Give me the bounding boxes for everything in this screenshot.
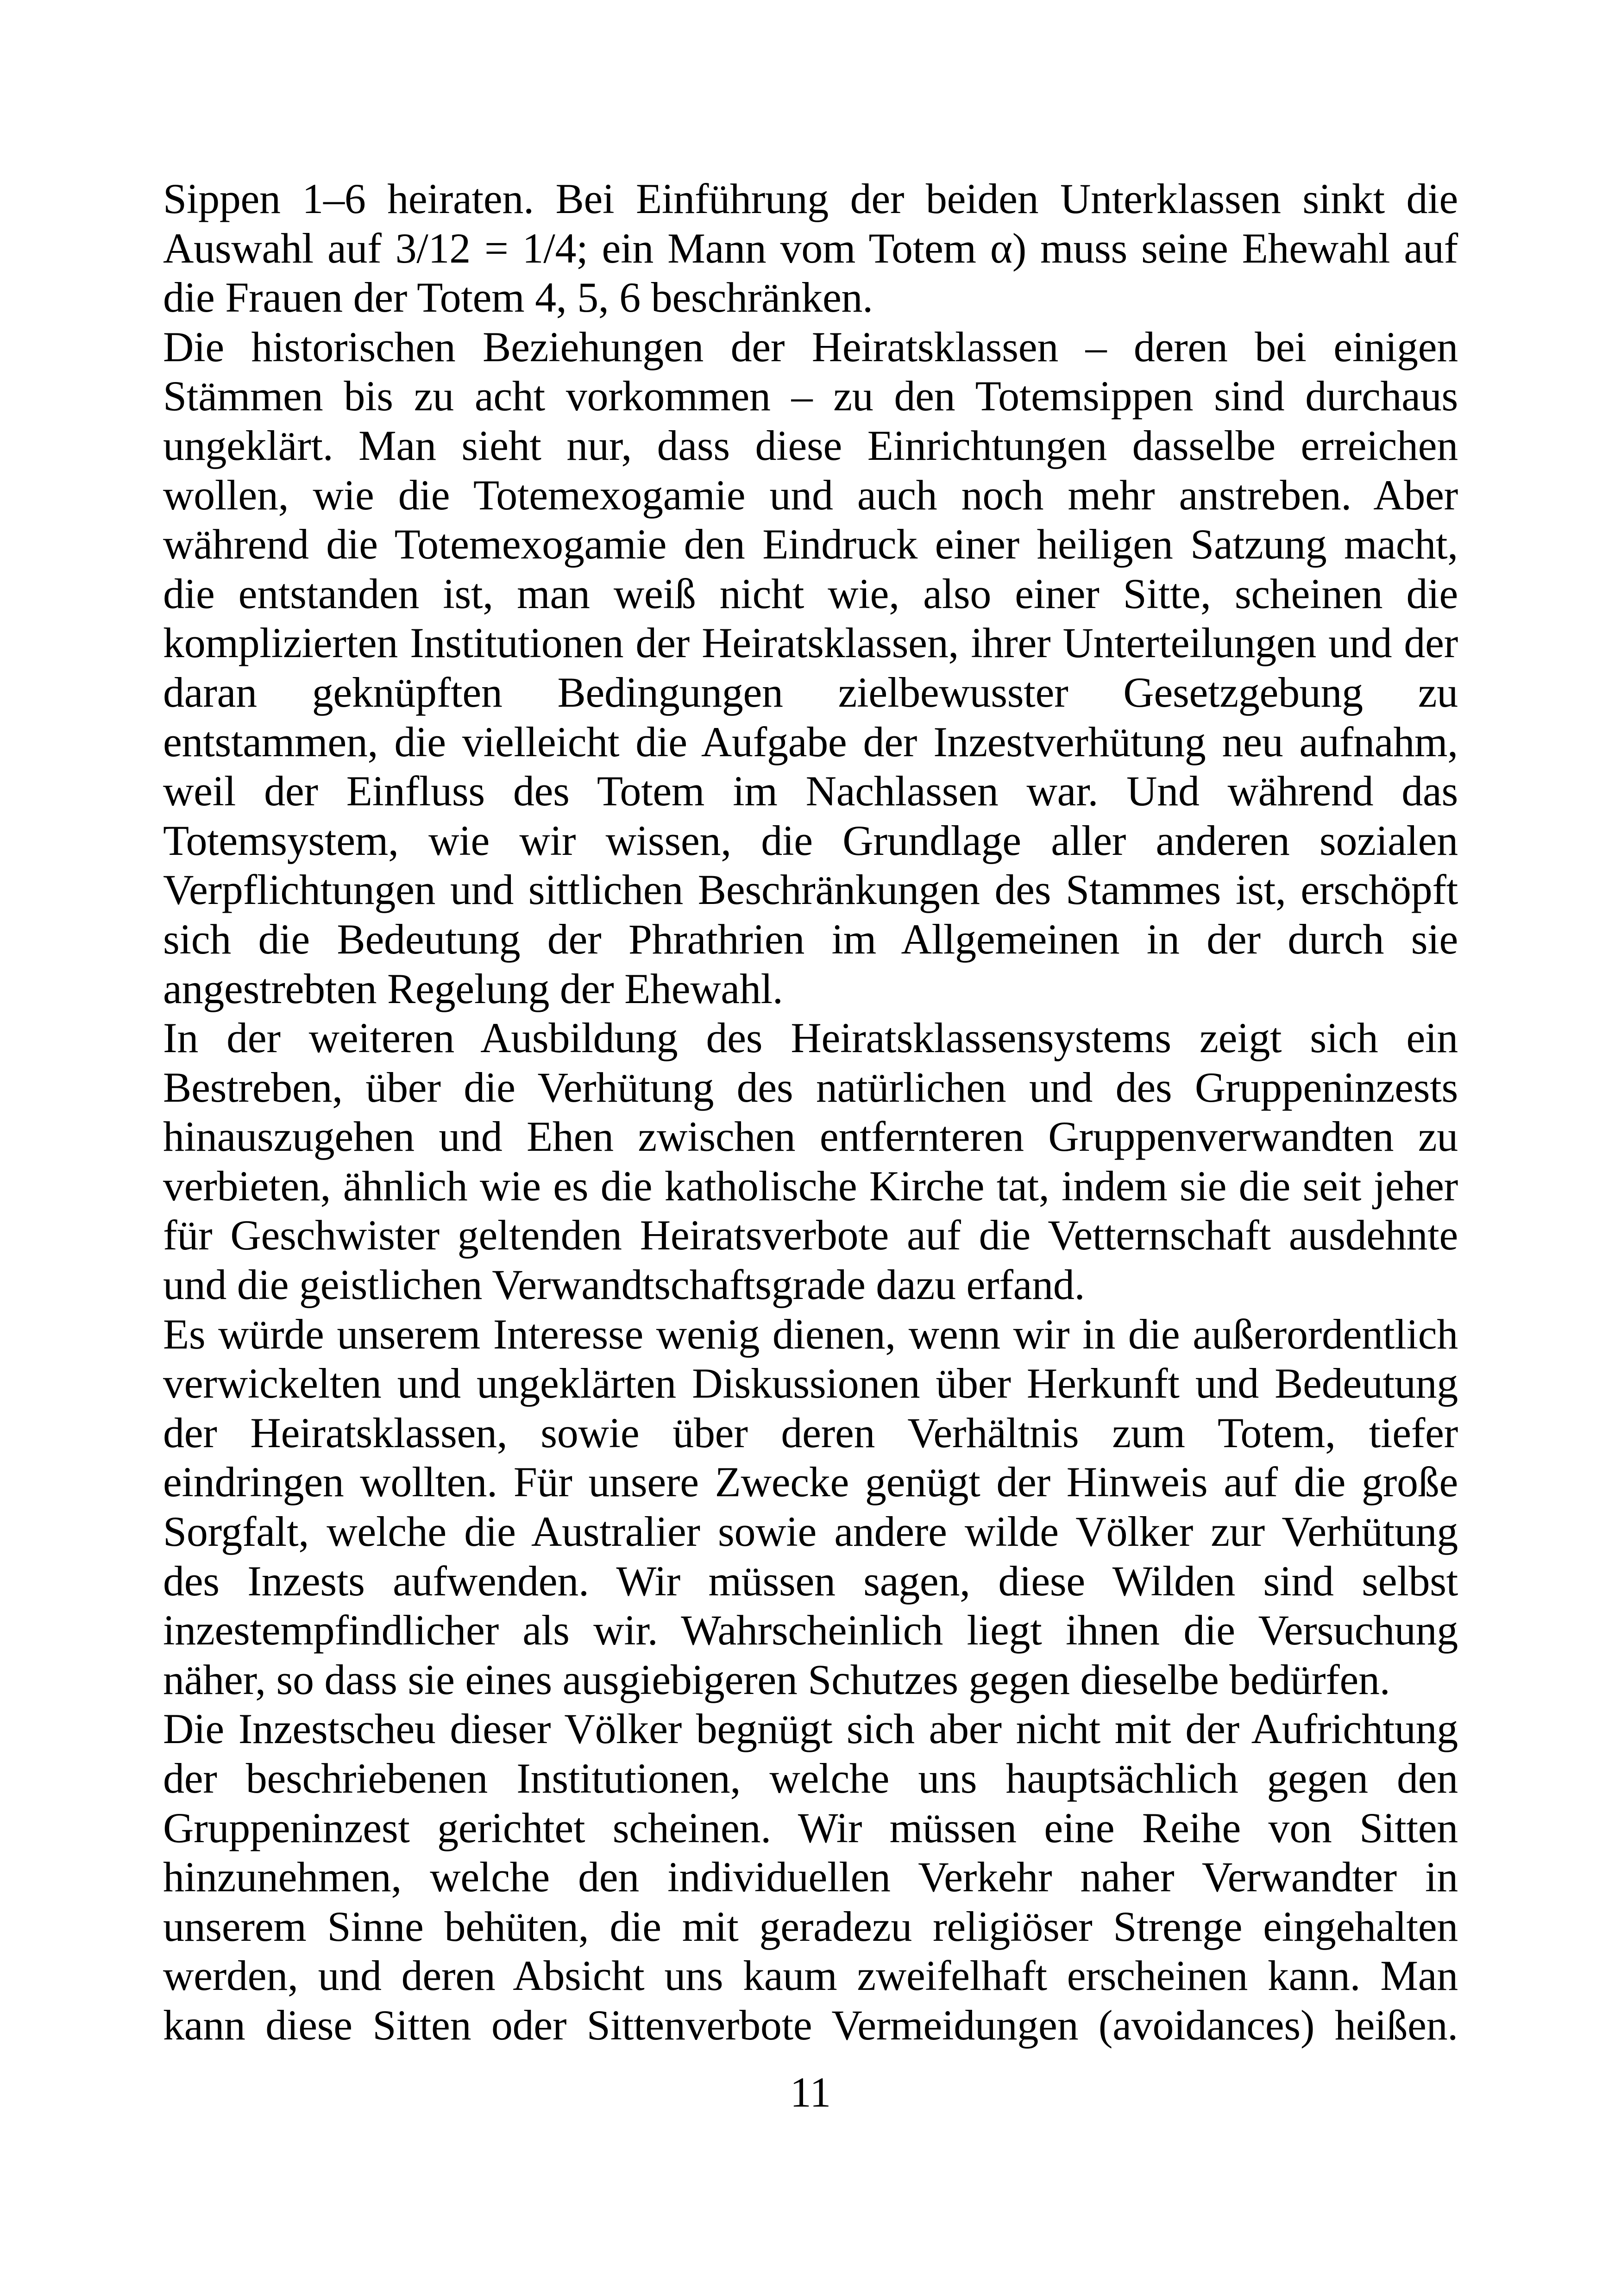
body-text: [163, 174, 1458, 2050]
paragraph-4: Es würde unserem Interesse wenig dienen, wenn wir in die außerordentlich verwickelten und ungeklärten Diskussionen über Herkunft und Bedeutung der Heiratsklassen, sowie über deren Verhältnis zum Totem, tiefer eindringen wollten. Für unsere Zwecke genügt der Hinweis auf die große Sorgfalt, welche die Australier sowie andere wilde Völker zur Verhütung des Inzests aufwenden. Wir müssen sagen, diese Wilden sind selbst inzestempfindlicher als wir. Wahrscheinlich liegt ihnen die Versuchung näher, so dass sie eines ausgiebigeren Schutzes gegen dieselbe bedürfen.: [163, 1310, 1458, 1703]
paragraph-1: Sippen 1–6 heiraten. Bei Einführung der beiden Unterklassen sinkt die Auswahl auf 3/12 = 1/4; ein Mann vom Totem α) muss seine Ehewahl auf die Frauen der Totem 4, 5, 6 beschränken.: [163, 175, 1458, 321]
paragraph-3: In der weiteren Ausbildung des Heiratsklassensystems zeigt sich ein Bestreben, über die Verhütung des natürlichen und des Gruppeninzests hinauszugehen und Ehen zwischen entfernteren Gruppenverwandten zu verbieten, ähnlich wie es die katholische Kirche tat, indem sie die seit jeher für Geschwister geltenden Heiratsverbote auf die Vetternschaft ausdehnte und die geistlichen Verwandtschaftsgrade dazu erfand.: [163, 1014, 1458, 1309]
paragraph-5: Die Inzestscheu dieser Völker begnügt sich aber nicht mit der Aufrichtung der beschriebenen Institutionen, welche uns hauptsächlich gegen den Gruppeninzest gerichtet scheinen. Wir müssen eine Reihe von Sitten hinzunehmen, welche den individuellen Verkehr naher Verwandter in unserem Sinne behüten, die mit geradezu religiöser Strenge eingehalten werden, und deren Absicht uns kaum zweifelhaft erscheinen kann. Man kann diese Sitten oder Sittenverbote Vermeidungen (avoidances) heißen.: [163, 1705, 1458, 2049]
paragraph-2: Die historischen Beziehungen der Heiratsklassen – deren bei einigen Stämmen bis zu acht vorkommen – zu den Totemsippen sind durchaus ungeklärt. Man sieht nur, dass diese Einrichtungen dasselbe erreichen wollen, wie die Totemexogamie und auch noch mehr anstreben. Aber während die Totemexogamie den Eindruck einer heiligen Satzung macht, die entstanden ist, man weiß nicht wie, also einer Sitte, scheinen die komplizierten Institutionen der Heiratsklassen, ihrer Unterteilungen und der daran geknüpften Bedingungen zielbewusster Gesetzgebung zu entstammen, die vielleicht die Aufgabe der Inzestverhütung neu aufnahm, weil der Einfluss des Totem im Nachlassen war. Und während das Totemsystem, wie wir wissen, die Grundlage aller anderen sozialen Verpflichtungen und sittlichen Beschränkungen des Stammes ist, erschöpft sich die Bedeutung der Phrathrien im Allgemeinen in der durch sie angestrebten Regelung der Ehewahl.: [163, 323, 1458, 1012]
page-number: 11: [790, 2069, 831, 2116]
